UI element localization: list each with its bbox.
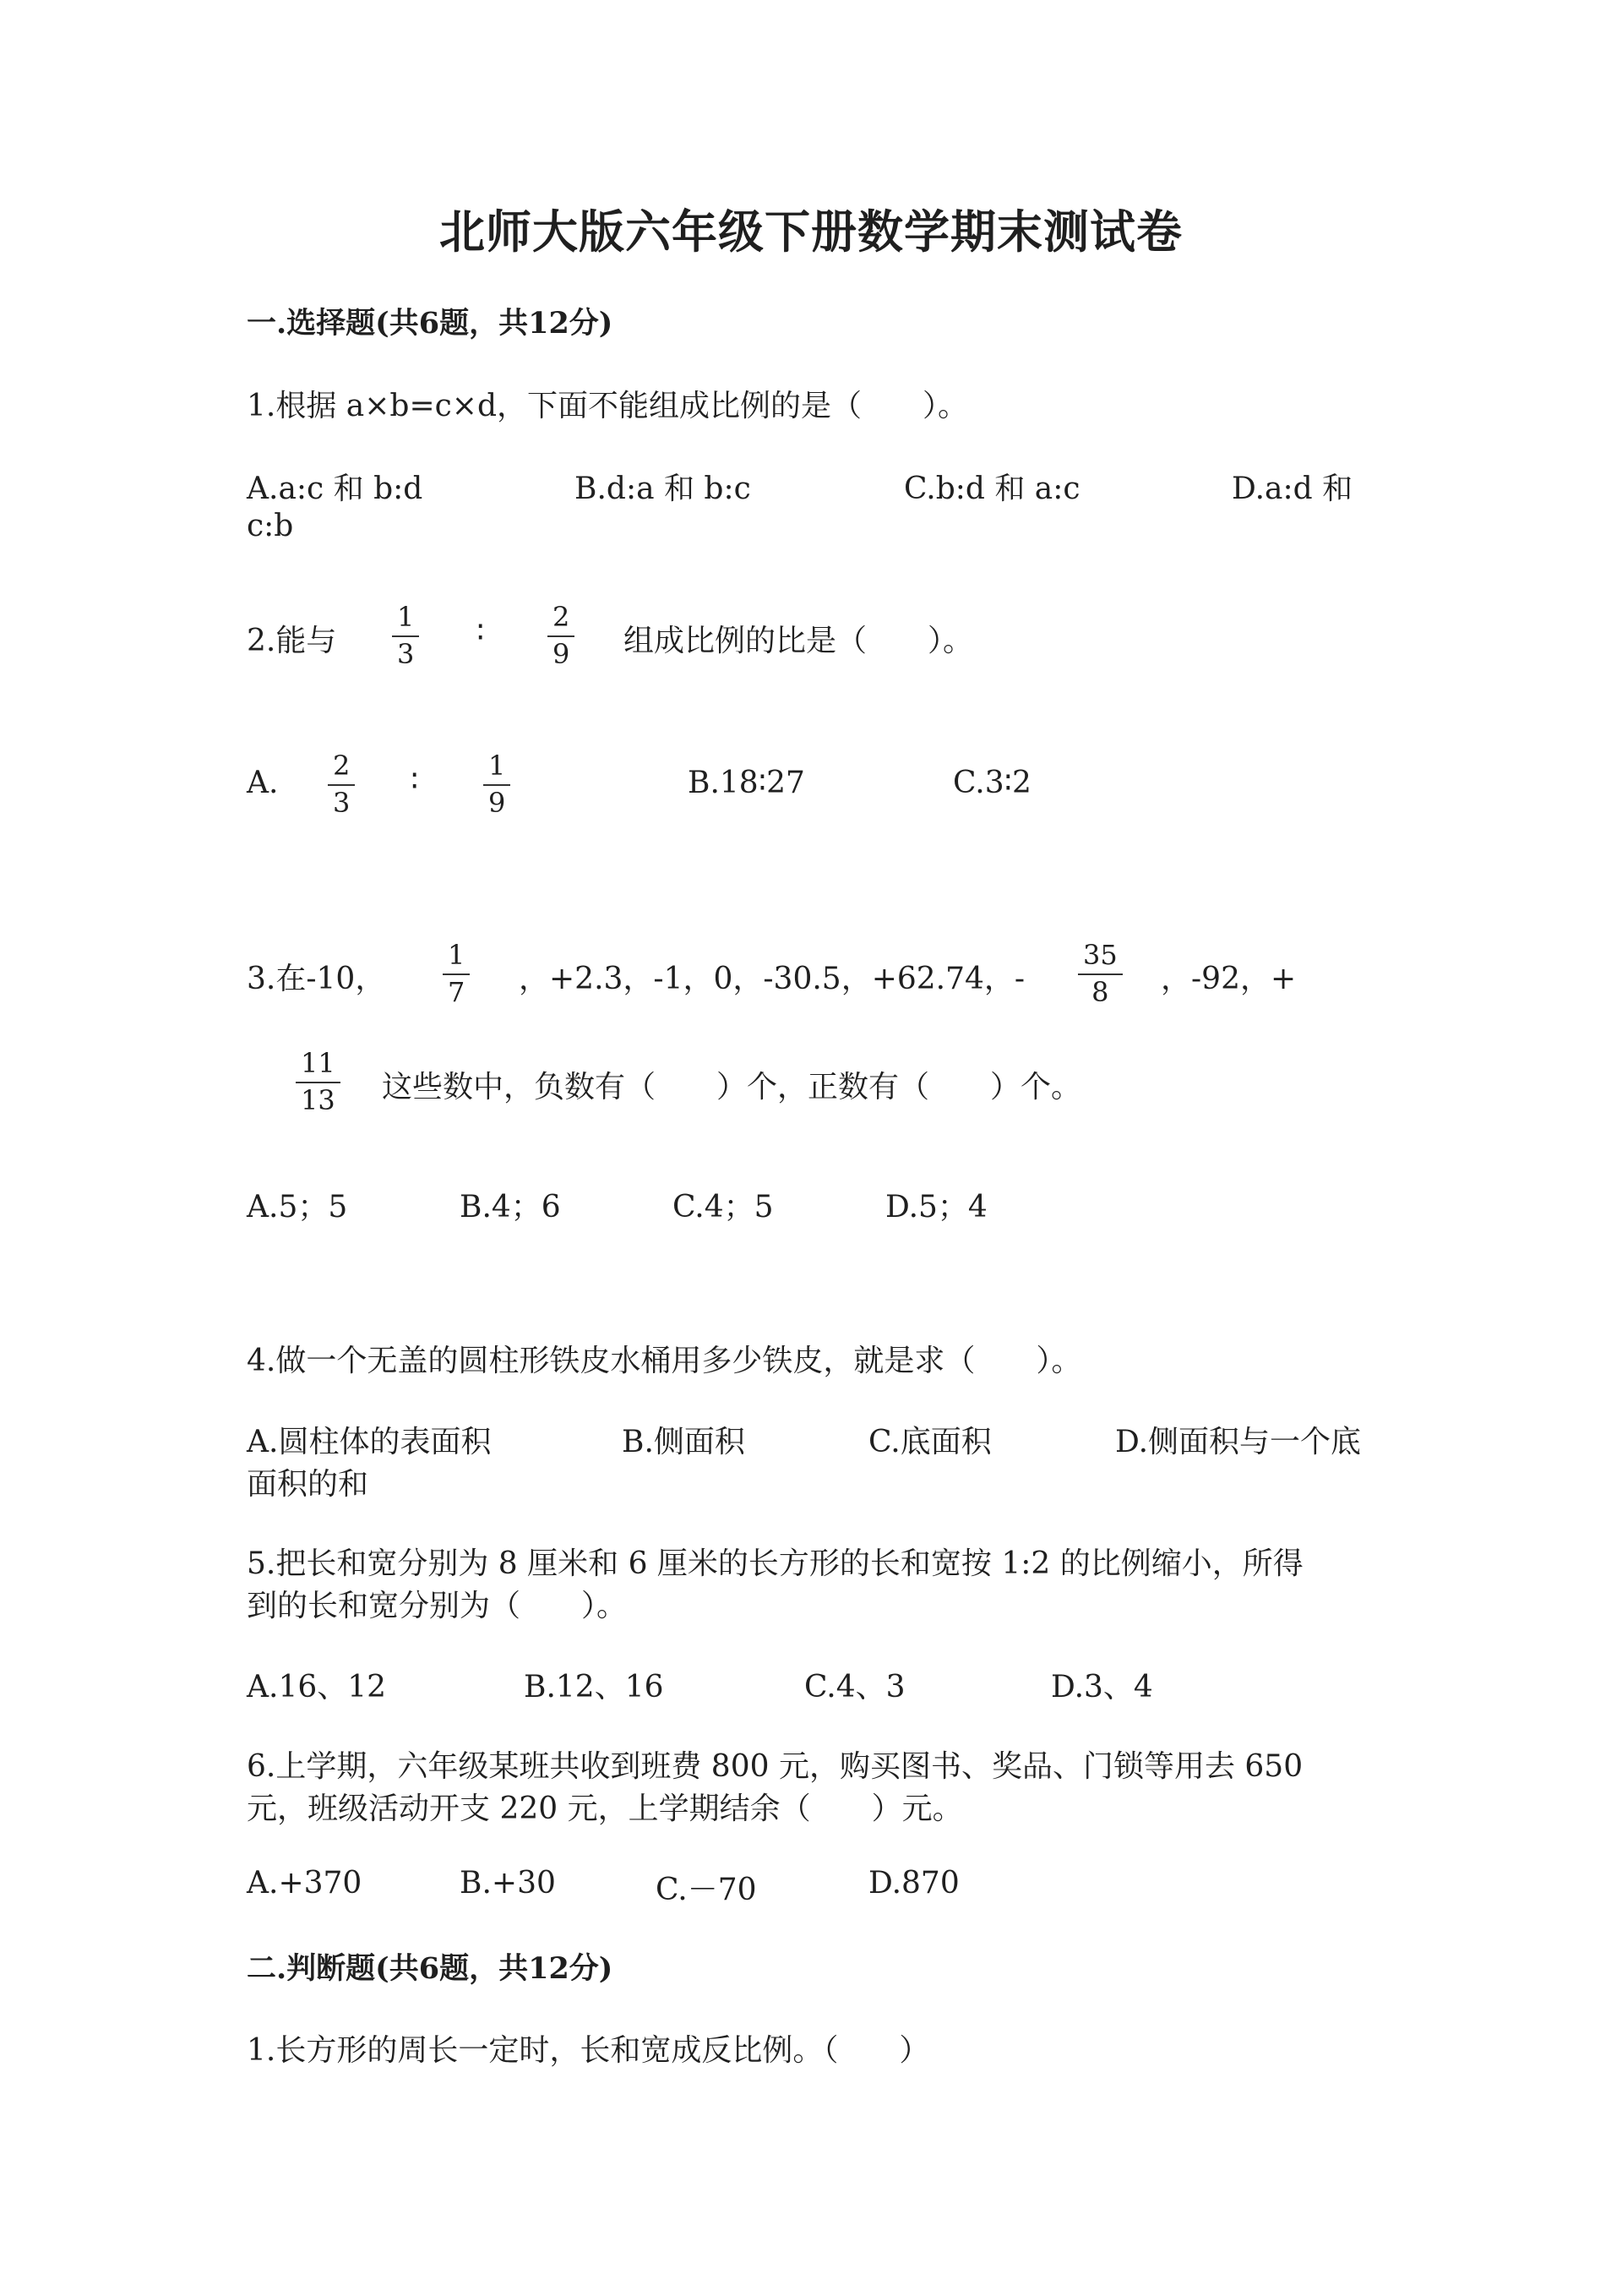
question-6-option-a: A.+370 <box>247 1866 362 1901</box>
question-4-option-d-continued: 面积的和 <box>247 1467 369 1502</box>
question-2-colon: ∶ <box>476 615 485 650</box>
question-2-option-a-fraction-1 <box>328 752 355 817</box>
question-5-option-b: B.12、16 <box>524 1670 664 1704</box>
question-4-option-c: C.底面积 <box>868 1425 992 1459</box>
question-2-option-a-label: A. <box>247 766 279 800</box>
question-2-prefix: 2.能与 <box>247 624 337 658</box>
question-1-option-b: B.d:a 和 b:c <box>574 472 751 506</box>
question-2-fraction-1 <box>392 603 419 668</box>
fraction-numerator: 1 <box>483 752 510 786</box>
question-1-option-d-continued: c:b <box>247 509 294 543</box>
fraction-denominator: 13 <box>301 1083 335 1116</box>
fraction-denominator: 7 <box>448 975 465 1008</box>
page-title: 北师大版六年级下册数学期末测试卷 <box>439 205 1183 259</box>
question-5-option-d: D.3、4 <box>1051 1670 1153 1704</box>
question-3-middle: ，+2.3，-1，0，-30.5，+62.74，- <box>519 962 1026 996</box>
question-6-option-c: C.－70 <box>656 1873 757 1907</box>
question-4-option-a: A.圆柱体的表面积 <box>247 1425 492 1459</box>
question-6-stem-line-2: 元，班级活动开支 220 元，上学期结余（ ）元。 <box>247 1792 963 1826</box>
question-1-option-d: D.a:d 和 <box>1232 472 1353 506</box>
fraction-numerator: 2 <box>328 752 355 786</box>
question-3-prefix: 3.在-10， <box>247 962 386 996</box>
question-2-option-b: B.18∶27 <box>688 766 805 800</box>
fraction-denominator: 3 <box>333 786 351 819</box>
section-heading-choice: 一.选择题(共6题，共12分) <box>247 306 613 341</box>
section-heading-judgement: 二.判断题(共6题，共12分) <box>247 1951 613 1986</box>
question-6-option-d: D.870 <box>868 1866 960 1901</box>
question-2-fraction-2 <box>547 603 574 668</box>
question-2-option-a-fraction-2 <box>483 752 510 817</box>
question-3-option-d: D.5；4 <box>885 1190 988 1224</box>
fraction-numerator: 11 <box>296 1050 340 1083</box>
question-3-option-a: A.5；5 <box>247 1190 348 1224</box>
fraction-denominator: 9 <box>552 637 570 670</box>
fraction-denominator: 8 <box>1091 975 1109 1008</box>
question-4-option-b: B.侧面积 <box>622 1425 745 1459</box>
question-1-option-a: A.a:c 和 b:d <box>247 472 423 506</box>
question-3-tail: ，-92，+ <box>1161 962 1297 996</box>
question-3-option-c: C.4；5 <box>672 1190 774 1224</box>
question-1-stem: 1.根据 a×b=c×d，下面不能组成比例的是（ ）。 <box>247 389 968 423</box>
question-5-option-a: A.16、12 <box>247 1670 387 1704</box>
question-1-option-c: C.b:d 和 a:c <box>904 472 1080 506</box>
fraction-numerator: 1 <box>443 941 470 975</box>
fraction-numerator: 1 <box>392 603 419 637</box>
question-5-option-c: C.4、3 <box>804 1670 906 1704</box>
question-6-stem-line-1: 6.上学期，六年级某班共收到班费 800 元，购买图书、奖品、门锁等用去 650 <box>247 1749 1304 1784</box>
fraction-denominator: 9 <box>488 786 506 819</box>
question-5-stem-line-2: 到的长和宽分别为（ ）。 <box>247 1589 628 1623</box>
question-3-option-b: B.4；6 <box>460 1190 561 1224</box>
fraction-denominator: 3 <box>397 637 415 670</box>
question-2-suffix: 组成比例的比是（ ）。 <box>623 624 974 658</box>
question-6-option-b: B.+30 <box>460 1866 556 1901</box>
question-5-stem-line-1: 5.把长和宽分别为 8 厘米和 6 厘米的长方形的长和宽按 1:2 的比例缩小，所得 <box>247 1546 1304 1581</box>
question-3-suffix: 这些数中，负数有（ ）个，正数有（ ）个。 <box>382 1070 1082 1104</box>
question-3-fraction-2 <box>1078 941 1123 1006</box>
question-3-fraction-1 <box>443 941 470 1006</box>
question-3-fraction-3 <box>296 1047 340 1116</box>
question-2-option-c: C.3∶2 <box>953 766 1031 800</box>
question-4-option-d: D.侧面积与一个底 <box>1115 1425 1362 1459</box>
question-2-option-a-colon: ∶ <box>411 764 419 799</box>
question-4-stem: 4.做一个无盖的圆柱形铁皮水桶用多少铁皮，就是求（ ）。 <box>247 1344 1082 1378</box>
fraction-numerator: 35 <box>1078 941 1123 975</box>
judgement-1-stem: 1.长方形的周长一定时，长和宽成反比例。（ ） <box>247 2033 930 2068</box>
fraction-numerator: 2 <box>547 603 574 637</box>
